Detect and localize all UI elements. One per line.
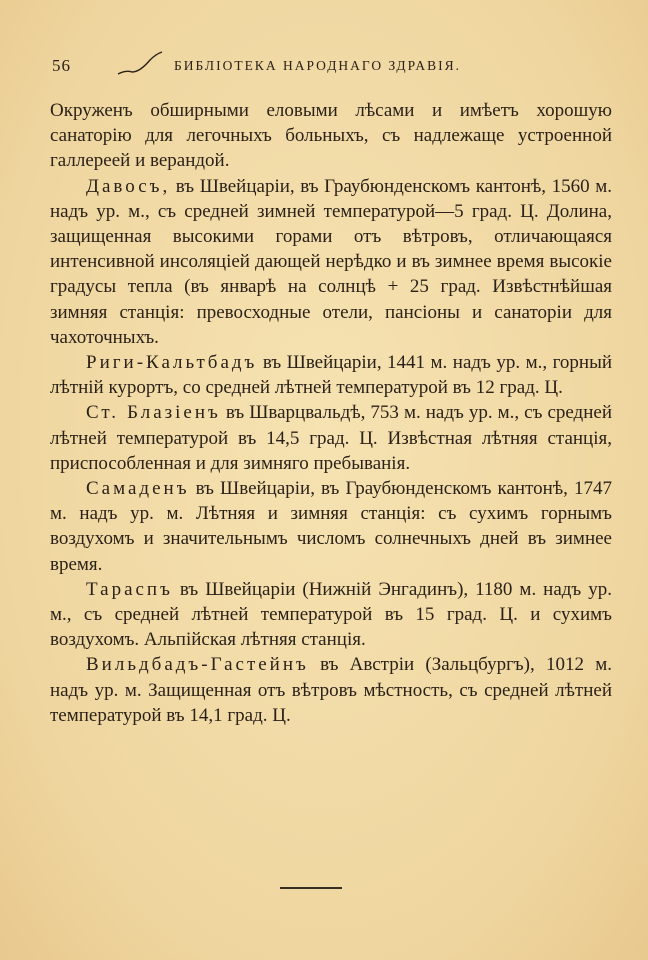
paragraph-tarasp: [50, 577, 612, 653]
resort-name: Тараспъ: [86, 578, 173, 600]
paragraph-text: въ Шварцвальдѣ, 753 м. надъ ур. м., съ средней лѣтней температурой въ 14,5 град. Ц. Извѣстная лѣтняя станція, приспособленная и для зимняго пребыванія.: [50, 402, 612, 474]
paragraph-text: въ Швейцаріи, въ Граубюнденскомъ кантонѣ, 1747 м. надъ ур. м. Лѣтняя и зимняя станція: съ сухимъ горнымъ воздухомъ и значительнымъ числомъ солнечныхъ дней въ зимнее время.: [50, 478, 612, 575]
paragraph-samaden: [50, 476, 612, 577]
paragraph-davos: [50, 174, 612, 350]
paragraph-text: въ Швейцаріи (Нижній Энгадинъ), 1180 м. надъ ур. м., съ средней лѣтней температурой въ 15 град. Ц. и сухимъ воздухомъ. Альпійская лѣтняя станція.: [50, 578, 612, 651]
paragraph-text: въ Австріи (Зальцбургъ), 1012 м. надъ ур. м. Защищенная отъ вѣтровъ мѣстность, съ средней лѣтней температурой въ 14,1 град. Ц.: [50, 654, 612, 726]
resort-name: Ст. Блазіенъ: [86, 402, 221, 424]
footer-rule: [280, 887, 342, 889]
running-title: БИБЛІОТЕКА НАРОДНАГО ЗДРАВІЯ.: [174, 58, 462, 73]
resort-name: Самаденъ: [86, 478, 190, 500]
paragraph-text: въ Швейцаріи, 1441 м. надъ ур. м., горный лѣтній курортъ, со средней лѣтней температурой въ 12 град. Ц.: [50, 352, 612, 399]
paragraph-wildbad-gastein: [50, 652, 612, 728]
paragraph-text: въ Швейцаріи, въ Граубюнденскомъ кантонѣ, 1560 м. надъ ур. м., съ средней зимней температурой—5 град. Ц. Долина, защищенная высокими горами отъ вѣтровъ, отличающаяся интенсивной инсоляціей дающей нерѣдко и въ зимнее время высокіе градусы тепла (въ январѣ на солнцѣ + 25 град. Извѣстнѣйшая зимняя станція: превосходные отели, пансіоны и санаторіи для чахоточныхъ.: [50, 175, 612, 348]
paragraph-st-blasien: [50, 400, 612, 476]
page-body: [50, 98, 612, 728]
resort-name: Риги-Кальтбадъ: [86, 352, 258, 374]
resort-name: Давосъ,: [86, 175, 171, 197]
running-header: [52, 56, 612, 80]
paragraph-continuation: [50, 98, 612, 174]
paragraph-text: Окруженъ обширными еловыми лѣсами и имѣетъ хорошую санаторію для легочныхъ больныхъ, съ надлежаще устроенной галлереей и верандой.: [50, 100, 612, 172]
page-number: 56: [52, 56, 71, 75]
resort-name: Вильдбадъ-Гастейнъ: [86, 654, 309, 676]
paragraph-rigi-kaltbad: [50, 350, 612, 400]
pen-mark-icon: [116, 50, 166, 80]
